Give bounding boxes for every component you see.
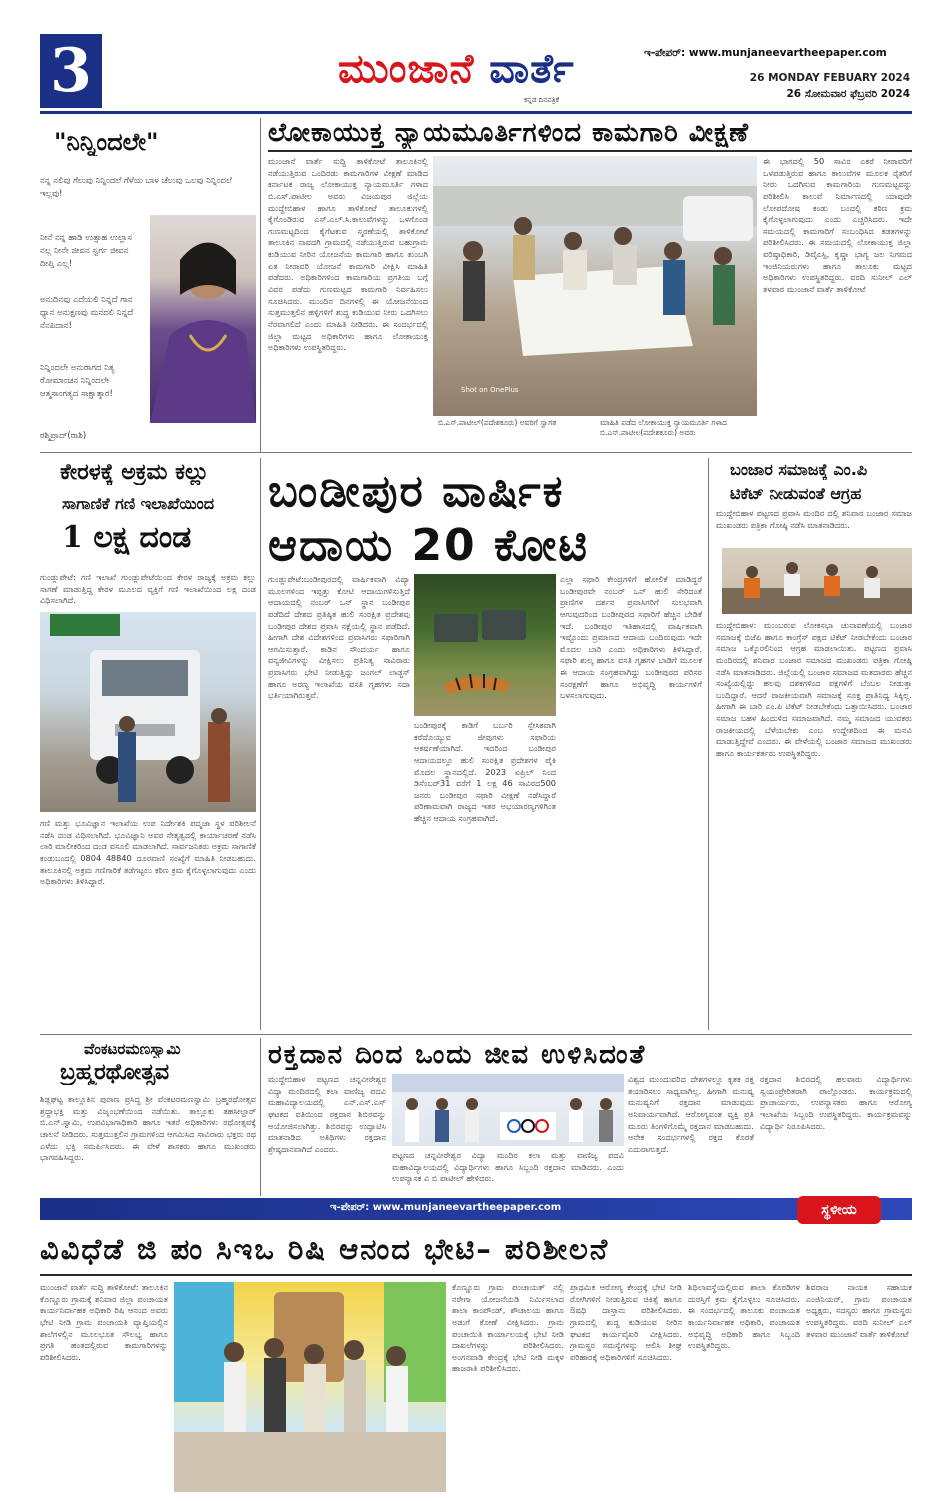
banjara-lead: ಮುದ್ದೇಬಿಹಾಳ ಪಟ್ಟಣದ ಪ್ರವಾಸಿ ಮಂದಿರ ದಲ್ಲಿ ಶನಿವಾರ ಬಂಜಾರ ಸಮಾಜ ಮುಖಂಡರು ಪತ್ರಿಕಾ ಗೋಷ್ಠಿ ನಡೆಸಿ ಮಾತನಾಡಿದರು. [716,508,912,530]
epaper-bar-link[interactable]: ಇ-ಪೇಪರ್: www.munjaneevartheepaper.com [330,1202,562,1213]
bandipur-tiger-photo [414,574,556,716]
banjara-headline-1: ಬಂಜಾರ ಸಮಾಜಕ್ಕೆ ಎಂ.ಪಿ [730,460,868,479]
newspaper-subtitle: ಕನ್ನಡ ದಿನಪತ್ರಿಕೆ [524,96,560,104]
raktadana-column-1: ಮುದ್ದೇಬಿಹಾಳ ಪಟ್ಟಣದ ಚನ್ನವೀರೇಶ್ವರ ವಿದ್ಯಾ ಮಂದಿರದಲ್ಲಿ ಕಲಾ ವಾಣಿಜ್ಯ ಪದವಿ ಮಹಾವಿದ್ಯಾಲಯದಲ್ಲಿ ಎನ್.ಎಸ್.ಎಸ್ ಘಟಕದ ವತಿಯಿಂದ ರಕ್ತದಾನ ಶಿಬಿರವನ್ನು ಆಯೋಜಿಸಲಾಗಿತ್ತು. ಶಿಬಿರವನ್ನು ಉದ್ಘಾಟಿಸಿ ಮಾತನಾಡಿದ ಅತಿಥಿಗಳು ರಕ್ತದಾನ ಶ್ರೇಷ್ಠದಾನವಾಗಿದೆ ಎಂದರು. [268,1074,386,1154]
epaper-link[interactable]: ಇ-ಪೇಪರ್: www.munjaneevartheepaper.com [644,47,887,59]
title-part2: ವಾರ್ತೆ [489,46,575,92]
lokayukta-headline: ಲೋಕಾಯುಕ್ತ ನ್ಯಾಯಮೂರ್ತಿಗಳಿಂದ ಕಾಮಗಾರಿ ವೀಕ್ಷಣೆ [268,118,750,148]
bandipur-headline-1: ಬಂಡೀಪುರ ವಾರ್ಷಿಕ [268,466,565,517]
venkataramana-headline-2: ಬ್ರಹ್ಮರಥೋತ್ಸವ [60,1060,170,1085]
date-english: 26 MONDAY FEBUARY 2024 [749,72,910,84]
venkataramana-headline-1: ವೆಂಕಟರಮಣಸ್ವಾಮಿ [84,1040,181,1058]
raktadana-headline: ರಕ್ತದಾನ ದಿಂದ ಒಂದು ಜೀವ ಉಳಿಸಿದಂತೆ [268,1040,647,1070]
rishi-column-5: ಶಿವರಾಜ ನಾಯಕ ಸಹಾಯಕ ಎಂಜಿನಿಯರ್, ಗ್ರಾಮ ಪಂಚಾಯತ ಅಧ್ಯಕ್ಷರು, ಸದಸ್ಯರು ಹಾಗೂ ಗ್ರಾಮಸ್ಥರು ಉಪಸ್ಥಿತರಿದ್ದರು. ವರದಿ ಸುನೀಲ್ ಎಲ್ ತಳವಾರ ಮುಂಜಾನೆ ವಾರ್ತೆ ತಾಳಿಕೋಟೆ [806,1282,912,1339]
kerala-body: ಗಣಿ ಮತ್ತು ಭೂವಿಜ್ಞಾನ ಇಲಾಖೆಯ ಉಪ ನಿರ್ದೇಶಕಿ ಪದ್ಮಜಾ ಸ್ಥಳ ಪರಿಶೀಲನೆ ನಡೆಸಿ ದಂಡ ವಿಧಿಸಲಾಗಿದೆ. ಭೂವಿಜ್ಞಾನಿ ಅವರ ನೇತೃತ್ವದಲ್ಲಿ ಕಾರ್ಯಾಚರಣೆ ನಡೆಸಿ ಲಾರಿ ಮಾಲೀಕರಿಂದ ದಂಡ ವಸೂಲಿ ಮಾಡಲಾಗಿದೆ. ಸಾರ್ವಜನಿಕರು ಅಕ್ರಮ ಸಾಗಾಣಿಕೆ ಕಂಡುಬಂದಲ್ಲಿ 0804 48840 ದೂರವಾಣಿ ಸಂಖ್ಯೆಗೆ ಮಾಹಿತಿ ನೀಡಬಹುದು. ತಾಲೂಕಿನಲ್ಲಿ ಅಕ್ರಮ ಗಣಿಗಾರಿಕೆ ತಡೆಗಟ್ಟಲು ಕಠಿಣ ಕ್ರಮ ಕೈಗೊಳ್ಳಲಾಗುವುದು ಎಂದು ಅಧಿಕಾರಿಗಳು ತಿಳಿಸಿದ್ದಾರೆ. [40,818,256,887]
poem-stanza-1: ನನ್ನ ನಲಿವು ಗೆಲುವು ನಿನ್ನಿಂದಲೆ ಗೆಳೆಯ ಬಾಳ ಚೆಲುವು ಒಲವು ನಿನ್ನಿಂದಲೆ ಇಲ್ಲವು! [40,176,232,199]
column-divider [708,458,709,1030]
column-divider [260,1038,261,1196]
rishi-column-3: ಪ್ರಾಥಮಿಕ ಆರೋಗ್ಯ ಕೇಂದ್ರಕ್ಕೆ ಭೇಟಿ ನೀಡಿ ರೋಗಿಗಳಿಗೆ ನೀಡುತ್ತಿರುವ ಚಿಕಿತ್ಸೆ ಹಾಗೂ ಔಷಧಿ ದಾಸ್ತಾನು ಪರಿಶೀಲಿಸಿದರು. ಗ್ರಾಮದಲ್ಲಿ ಶುದ್ಧ ಕುಡಿಯುವ ನೀರಿನ ಘಟಕದ ಕಾರ್ಯವೈಖರಿ ವೀಕ್ಷಿಸಿದರು. ಗ್ರಾಮಸ್ಥರ ಸಮಸ್ಯೆಗಳನ್ನು ಆಲಿಸಿ ಶೀಘ್ರ ಪರಿಹಾರಕ್ಕೆ ಅಧಿಕಾರಿಗಳಿಗೆ ಸೂಚಿಸಿದರು. [570,1282,682,1362]
rishi-column-1: ಮುಂಜಾನೆ ವಾರ್ತೆ ಸುದ್ದಿ ತಾಳಿಕೋಟೆ: ತಾಲೂಕಿನ ಕೊಣ್ಣೂರು ಗ್ರಾಮಕ್ಕೆ ಶನಿವಾರ ಜಿಲ್ಲಾ ಪಂಚಾಯತ ಕಾರ್ಯನಿರ್ವಾಹಕ ಅಧಿಕಾರಿ ರಿಷಿ ಆನಂದ ಅವರು ಭೇಟಿ ನೀಡಿ ಗ್ರಾಮ ಪಂಚಾಯತಿ ವ್ಯಾಪ್ತಿಯಲ್ಲಿನ ಶಾಲೆಗಳಲ್ಲಿನ ಮೂಲಭೂತ ಸೌಲಭ್ಯ ಹಾಗೂ ಪ್ರಗತಿ ಹಂತದಲ್ಲಿರುವ ಕಾಮಗಾರಿಗಳನ್ನು ಪರಿಶೀಲಿಸಿದರು. [40,1282,168,1362]
lokayukta-caption-2: ಮಾಹಿತಿ ಪಡೆದ ಲೋಕಾಯುಕ್ತ ನ್ಯಾಯಮೂರ್ತಿ ಗಳಾದ ಬಿ.ಎಸ್.ಪಾಟೀಲ(ಪದೇಶಕೂರು) ಅವರು [600,418,728,438]
headline-underline [40,1274,912,1276]
poet-photo-art [150,215,256,423]
lokayukta-photo [433,156,757,416]
newspaper-title [338,44,638,94]
bandipur-column-2: ಬಂಡೀಪುರಕ್ಕೆ ಕಾಡಿಗೆ ಬರ್ಬರಿ ಸ್ಫೇಸಿಕವಾಗಿ ಕರೆದೊಯ್ಯುವ ಜೀಪುಗಳು ಸಫಾರಿಯ ಆಕರ್ಷಣೆಯಾಗಿದೆ. ಇದರಿಂದ ಬಂಡೀಪುರ ಆದಾಯದಲ್ಲೂ ಹುಲಿ ಸಂರಕ್ಷಿತ ಪ್ರದೇಶಗಳ ಪೈಕಿ ಮೊದಲ ಸ್ಥಾನದಲ್ಲಿದೆ. 2023 ಏಪ್ರಿಲ್ ನಿಂದ ಡಿಸೆಂಬರ್31 ವರೆಗೆ 1 ಲಕ್ಷ 46 ಸಾವಿರದ500 ಜನರು ಬಂಡೀಪುರ ಸಫಾರಿ ವೀಕ್ಷಣೆ ನಡೆಸಿದ್ದಾರೆ ಪರಿಣಾಮವಾಗಿ ರಾಜ್ಯದ ಇತರ ಅಭಯಾರಣ್ಯಗಳಿಗಿಂತ ಹೆಚ್ಚಿನ ಆದಾಯ ಸಂಗ್ರಹವಾಗಿದೆ. [414,720,556,824]
column-divider [260,458,261,1030]
venkataramana-body: ಶಿಡ್ಲಘಟ್ಟ ತಾಲ್ಲೂಕಿನ ಪುರಾಣ ಪ್ರಸಿದ್ಧ ಶ್ರೀ ವೆಂಕಟರಮಣಸ್ವಾಮಿ ಬ್ರಹ್ಮರಥೋತ್ಸವ ಶ್ರದ್ಧಾಭಕ್ತಿ ಮತ್ತು ವಿಜೃಂಭಣೆಯಿಂದ ನಡೆಯಿತು. ತಾಲ್ಲೂಕು ತಹಸೀಲ್ದಾರ್ ಬಿ.ಎನ್.ಸ್ವಾಮಿ, ಉಪವಿಭಾಗಾಧಿಕಾರಿ ಹಾಗೂ ಇತರೆ ಅಧಿಕಾರಿಗಳು ರಥೋತ್ಸವಕ್ಕೆ ಚಾಲನೆ ನೀಡಿದರು. ಸುತ್ತಮುತ್ತಲಿನ ಗ್ರಾಮಗಳಿಂದ ಆಗಮಿಸಿದ ಸಾವಿರಾರು ಭಕ್ತರು ರಥ ಎಳೆದು ಭಕ್ತಿ ಸಮರ್ಪಿಸಿದರು. ಈ ವೇಳೆ ಶಾಸಕರು ಹಾಗೂ ಮುಖಂಡರು ಭಾಗವಹಿಸಿದ್ದರು. [40,1094,256,1163]
bandipur-headline-2: ಆದಾಯ 20 ಕೋಟಿ [268,520,590,571]
photo-watermark: Shot on OnePlus [461,386,519,394]
bandipur-column-3: ಎಲ್ಲಾ ಸಫಾರಿ ಕೇಂದ್ರಗಳಿಗೆ ಹೋಲಿಕೆ ಮಾಡಿದ್ದರೆ ಬಂಡೀಪುರವೇ ನಂಬರ್ ಒನ್ ಹುಲಿ ಸೇರಿದಂತೆ ಪ್ರಾಣಿಗಳ ದರ್ಶನ ಪ್ರವಾಸಿಗರಿಗೆ ಸುಲಭವಾಗಿ ಆಗುವುದರಿಂದ ಬಂಡೀಪುರದ ಸಫಾರಿಗೆ ಹೆಚ್ಚಿನ ಬೇಡಿಕೆ ಇದೆ. ಬಂಡೀಪುರ ಇತಿಹಾಸದಲ್ಲಿ ವಾರ್ಷಿಕವಾಗಿ ಇಷ್ಟೊಂದು ಪ್ರಮಾಣದ ಆದಾಯ ಬಂದಿರುವುದು ಇದೇ ಮೊದಲ ಬಾರಿ ಎಂದು ಅಧಿಕಾರಿಗಳು ತಿಳಿಸಿದ್ದಾರೆ. ಸಫಾರಿ ಶುಲ್ಕ ಹಾಗೂ ವಸತಿ ಗೃಹಗಳ ಬಾಡಿಗೆ ಮೂಲಕ ಈ ಆದಾಯ ಸಂಗ್ರಹವಾಗಿದ್ದು ಬಂಡೀಪುರದ ಪರಿಸರ ಸಂರಕ್ಷಣೆಗೆ ಹಾಗೂ ಅಭಿವೃದ್ಧಿ ಕಾರ್ಯಗಳಿಗೆ ಬಳಸಲಾಗುವುದು. [560,574,702,701]
raktadana-column-3: ವಿಶ್ವದ ಮುಂದುವರಿದ ದೇಶಗಳಲ್ಲೂ ಕೃತಕ ರಕ್ತ ತಯಾರಿಸಲು ಸಾಧ್ಯವಾಗಿಲ್ಲ. ಹೀಗಾಗಿ ಮನುಷ್ಯ ಮನುಷ್ಯನಿಗೆ ರಕ್ತದಾನ ಮಾಡುವುದು ಅನಿವಾರ್ಯವಾಗಿದೆ. ಆರೋಗ್ಯವಂತ ವ್ಯಕ್ತಿ ಪ್ರತಿ ಮೂರು ತಿಂಗಳಿಗೊಮ್ಮೆ ರಕ್ತದಾನ ಮಾಡಬಹುದು. ಅನೇಕ ಸಂದರ್ಭಗಳಲ್ಲಿ ರಕ್ತದ ಕೊರತೆ ಎದುರಾಗುತ್ತದೆ. [628,1074,754,1154]
kerala-truck-photo [40,612,256,812]
rishi-photo-art [174,1282,446,1492]
poem-author: ರಶ್ಮಿಪ್ರಾದ್(ರಾಶಿ) [40,431,87,441]
page-number: 3 [40,34,102,108]
masthead-divider [40,111,912,114]
raktadana-column-4: ರಕ್ತದಾನ ಶಿಬಿರದಲ್ಲಿ ಹಲವಾರು ವಿದ್ಯಾರ್ಥಿಗಳು ಸ್ವಯಂಪ್ರೇರಿತರಾಗಿ ಪಾಲ್ಗೊಂಡರು. ಕಾರ್ಯಕ್ರಮದಲ್ಲಿ ಪ್ರಾಚಾರ್ಯರು, ಉಪನ್ಯಾಸಕರು ಹಾಗೂ ಆರೋಗ್ಯ ಇಲಾಖೆಯ ಸಿಬ್ಬಂದಿ ಉಪಸ್ಥಿತರಿದ್ದರು. ಕಾರ್ಯಕ್ರಮವನ್ನು ವಿದ್ಯಾರ್ಥಿ ನಿರೂಪಿಸಿದರು. [760,1074,912,1131]
section-badge: ಸ್ಥಳೀಯ [797,1196,881,1224]
raktadana-photo [392,1074,624,1146]
section-divider [40,452,912,453]
column-divider [260,118,261,453]
poem-stanza-4: ನಿನ್ನಿಂದಲೇ ಅನುರಾಗದ ನಿತ್ಯ ರೋಮಾಂಚನ ನಿನ್ನಿಂದಲೇ ಆತ್ಮಸಾಂಗತ್ಯದ ಸಾಕ್ಷಾತ್ಕಾರ! [40,363,115,399]
kerala-headline-2: ಸಾಗಾಣಿಕೆ ಗಣಿ ಇಲಾಖೆಯಿಂದ [62,494,215,513]
banjara-headline-2: ಟಿಕೆಟ್ ನೀಡುವಂತೆ ಆಗ್ರಹ [730,484,862,503]
rishi-photo [174,1282,446,1492]
rishi-headline: ವಿವಿಧೆಡೆ ಜಿ ಪಂ ಸಿಇಒ ರಿಷಿ ಆನಂದ ಭೇಟಿ– ಪರಿಶೀಲನೆ [40,1232,610,1266]
banjara-body: ಮುದ್ದೇಬಿಹಾಳ: ಮುಂಬರುವ ಲೋಕಸಭಾ ಚುನಾವಣೆಯಲ್ಲಿ ಬಂಜಾರ ಸಮಾಜಕ್ಕೆ ಬಿಜೆಪಿ ಹಾಗೂ ಕಾಂಗ್ರೆಸ್ ಪಕ್ಷದ ಟಿಕೆಟ್ ನೀಡಬೇಕೆಂದು ಬಂಜಾರ ಸಮಾಜ ಒಕ್ಕೊರಲಿನಿಂದ ಆಗ್ರಹ ಮಾಡಲಾಯಿತು. ಪಟ್ಟಣದ ಪ್ರವಾಸಿ ಮಂದಿರದಲ್ಲಿ ಶನಿವಾರ ಬಂಜಾರ ಸಮಾಜದ ಮುಖಂಡರು ಪತ್ರಿಕಾ ಗೋಷ್ಠಿ ನಡೆಸಿ ಮಾತನಾಡಿದರು. ಜಿಲ್ಲೆಯಲ್ಲಿ ಬಂಜಾರ ಸಮಾಜದ ಮತದಾರರು ಹೆಚ್ಚಿನ ಸಂಖ್ಯೆಯಲ್ಲಿದ್ದು ಹಲವು ದಶಕಗಳಿಂದ ಪಕ್ಷಗಳಿಗೆ ಬೆಂಬಲ ನೀಡುತ್ತಾ ಬಂದಿದ್ದಾರೆ. ಆದರೆ ರಾಜಕೀಯವಾಗಿ ಸಮಾಜಕ್ಕೆ ಸೂಕ್ತ ಪ್ರಾತಿನಿಧ್ಯ ಸಿಕ್ಕಿಲ್ಲ. ಹೀಗಾಗಿ ಈ ಬಾರಿ ಎಂ.ಪಿ ಟಿಕೆಟ್ ನೀಡಬೇಕೆಂದು ಒತ್ತಾಯಿಸಿದರು. ಬಂಜಾರ ಸಮಾಜ ಬಹಳ ಹಿಂದುಳಿದ ಸಮಾಜವಾಗಿದೆ. ನಮ್ಮ ಸಮಾಜದ ಯುವಕರು ರಾಜಕೀಯದಲ್ಲಿ ಬೆಳೆಯಬೇಕು ಎಂಬ ಉದ್ದೇಶದಿಂದ ಈ ಮನವಿ ಮಾಡುತ್ತಿದ್ದೇವೆ ಎಂದರು. ಈ ವೇಳೆಯಲ್ಲಿ ಬಂಜಾರ ಸಮಾಜದ ಮುಖಂಡರು ಹಾಗೂ ಕಾರ್ಯಕರ್ತರು ಉಪಸ್ಥಿತರಿದ್ದರು. [716,620,912,759]
poem-title: "ನಿನ್ನಿಂದಲೇ" [54,128,159,156]
kerala-headline-3: 1 ಲಕ್ಷ ದಂಡ [62,520,192,555]
kerala-headline-1: ಕೇರಳಕ್ಕೆ ಅಕ್ರಮ ಕಲ್ಲು [60,460,209,485]
banjara-photo-art [722,548,912,614]
kerala-lead: ಗುಂಡ್ಲುಪೇಟೆ: ಗಣಿ ಇಲಾಖೆ ಗುಂಡ್ಲುಪೇಟೆಯಿಂದ ಕೇರಳ ರಾಜ್ಯಕ್ಕೆ ಅಕ್ರಮ ಕಲ್ಲು ಸಾಗಣೆ ಮಾಡುತ್ತಿದ್ದ ಕೇರಳ ಮೂಲದ ವ್ಯಕ್ತಿಗೆ ಗಣಿ ಇಲಾಖೆಯಿಂದ ಲಕ್ಷ ದಂಡ ವಿಧಿಸಲಾಗಿದೆ. [40,572,256,606]
title-part1: ಮುಂಜಾನೆ [338,46,475,92]
raktadana-column-2: ಪಟ್ಟಣದ ಚನ್ನವೀರೇಶ್ವರ ವಿದ್ಯಾ ಮಂದಿರ ಕಲಾ ಮತ್ತು ವಾಣಿಜ್ಯ ಪದವಿ ಮಹಾವಿದ್ಯಾಲಯದಲ್ಲಿ ವಿದ್ಯಾರ್ಥಿಗಳು ಹಾಗೂ ಸಿಬ್ಬಂದಿ ರಕ್ತದಾನ ಮಾಡಿದರು. ಎಂದು ಉಪನ್ಯಾಸಕ ವಿ ಬಿ ಪಾಟೀಲ್ ಹೇಳಿದರು. [392,1150,624,1184]
poem-stanza-2: ನೀನೆ ನನ್ನ ಹಾಡಿ ಉತ್ಸಾಹ ಉಲ್ಲಾಸ ನಲ್ಲ ನೀನೇ ಜೀವನ ಸ್ವರ್ಗ ಜೀವನ ದೀಪ್ತಿ ಎಲ್ಲ! [40,233,132,269]
section-divider [40,1034,912,1035]
rishi-column-4: ಶಿಥಿಲಾವಸ್ಥೆಯಲ್ಲಿರುವ ಶಾಲಾ ಕೊಠಡಿಗಳ ದುರಸ್ತಿಗೆ ಕ್ರಮ ಕೈಗೊಳ್ಳಲು ಸೂಚಿಸಿದರು. ಈ ಸಂದರ್ಭದಲ್ಲಿ ತಾಲೂಕು ಪಂಚಾಯತ ಕಾರ್ಯನಿರ್ವಾಹಕ ಅಧಿಕಾರಿ, ಪಂಚಾಯತ ಅಭಿವೃದ್ಧಿ ಅಧಿಕಾರಿ ಹಾಗೂ ಸಿಬ್ಬಂದಿ ಉಪಸ್ಥಿತರಿದ್ದರು. [688,1282,800,1351]
headline-underline [268,150,912,152]
lokayukta-column-2: ಈ ಭಾಗದಲ್ಲಿ 50 ಸಾವಿರ ಎಕರೆ ನೀರಾವರಿಗೆ ಒಳಪಡುತ್ತಿರುವ ಹಾಗೂ ಕಾಲುವೆಗಳ ಮೂಲಕ ರೈತರಿಗೆ ನೀರು ಒದಗಿಸುವ ಕಾಮಗಾರಿಯ ಗುಣಮಟ್ಟವನ್ನು ಪರಿಶೀಲಿಸಿ ಕಾಲುವೆ ನಿರ್ಮಾಣದಲ್ಲಿ ಯಾವುದೇ ಲೋಪದೋಷ ಕಂಡು ಬಂದಲ್ಲಿ ಕಠಿಣ ಕ್ರಮ ಕೈಗೊಳ್ಳಲಾಗುವುದು ಎಂದು ಎಚ್ಚರಿಸಿದರು. ಇದೇ ಸಮಯದಲ್ಲಿ ಕಾಮಗಾರಿಗೆ ಸಂಬಂಧಿಸಿದ ಕಡತಗಳನ್ನು ಪರಿಶೀಲಿಸಿದರು. ಈ ಸಮಯದಲ್ಲಿ ಲೋಕಾಯುಕ್ತ ಜಿಲ್ಲಾ ವರಿಷ್ಠಾಧಿಕಾರಿ, ಡಿವೈಎಸ್ಪಿ, ಕೃಷ್ಣಾ ಭಾಗ್ಯ ಜಲ ನಿಗಮದ ಇಂಜಿನಿಯರುಗಳು ಹಾಗೂ ತಾಲೂಕು ಮಟ್ಟದ ಅಧಿಕಾರಿಗಳು ಉಪಸ್ಥಿತರಿದ್ದರು. ವರದಿ ಸುನೀಲ್ ಎಲ್ ತಳವಾರ ಮುಂಜಾನೆ ವಾರ್ತೆ ತಾಳಿಕೋಟೆ [763,156,912,295]
banjara-photo [722,548,912,614]
lokayukta-caption-1: ಬಿ.ಎಸ್.ಪಾಟೀಲ್(ಪದೇಶಕೂರು) ಅವರಿಗೆ ಸ್ವಾಗತ [438,418,557,427]
bandipur-tiger-art [414,574,556,716]
poet-photo [150,215,256,423]
bandipur-column-1: ಗುಂಡ್ಲುಪೇಟೆ:ಬಂಡೀಪುರದಲ್ಲಿ ವಾರ್ಷಿಕವಾಗಿ ವಿದ್ಯಾ ಮೂಲಗಳಿಂದ ಇಪ್ಪತ್ತು ಕೋಟಿ ಆದಾಯಗಳಿಸುತ್ತಿದೆ ಆದಾಯದಲ್ಲಿ ನಂಬರ್ ಒನ್ ಸ್ಥಾನ ಬಂಡೀಪುರ ಪಡೆದಿದೆ ದೇಶದ ಪ್ರತಿಷ್ಠಿತ ಹುಲಿ ಸಂರಕ್ಷಿತ ಪ್ರದೇಶವು ಬಂಡೀಪುರ ದೇಶದ ಪ್ರವಾಸಿ ನಕ್ಷೆಯಲ್ಲಿ ಸ್ಥಾನ ಪಡೆದಿದೆ. ಹೀಗಾಗಿ ದೇಶ ವಿದೇಶಗಳಿಂದ ಪ್ರವಾಸಿಗರು ಸಫಾರಿಗಾಗಿ ಆಗಮಿಸುತ್ತಾರೆ. ಕಾಡಿನ ಸೌಂದರ್ಯ ಹಾಗೂ ವನ್ಯಜೀವಿಗಳನ್ನು ವೀಕ್ಷಿಸಲು ಪ್ರತಿನಿತ್ಯ ಸಾವಿರಾರು ಪ್ರವಾಸಿಗರು ಭೇಟಿ ನೀಡುತ್ತಿದ್ದು ಜಂಗಲ್ ಲಾಡ್ಜಸ್ ಹಾಗೂ ಅರಣ್ಯ ಇಲಾಖೆಯ ವಸತಿ ಗೃಹಗಳು ಸದಾ ಭರ್ತಿಯಾಗಿರುತ್ತವೆ. [268,574,410,701]
raktadana-photo-art [392,1074,624,1146]
kerala-truck-art [40,612,256,812]
date-kannada: 26 ಸೋಮವಾರ ಫೆಬ್ರವರಿ 2024 [786,88,910,100]
poem-stanza-3: ಅನುದಿನವು ಎದೆಯಲಿ ನಿನ್ನದೆ ಗಾನ ಧ್ಯಾನ ಅನುಕ್ಷಣವು ಮನದಲಿ ನಿನ್ನದೆ ನೆನಪಿದಾನ! [40,295,134,331]
lokayukta-photo-art [433,156,757,416]
lokayukta-column-1: ಮುಂಜಾನೆ ವಾರ್ತೆ ಸುದ್ದಿ ತಾಳಿಕೋಟೆ ತಾಲೂಕಿನಲ್ಲಿ ನಡೆಯುತ್ತಿರುವ ಒಂದಿರಡು ಕಾಮಗಾರಿಗಳ ವೀಕ್ಷಣೆ ಮಾಡಿದ ಕರ್ನಾಟಕ ರಾಜ್ಯ ಲೋಕಾಯುಕ್ತ ನ್ಯಾಯಮೂರ್ತಿ ಗಳಾದ ಬಿ.ಎಸ್.ಪಾಟೀಲ ಅವರು ವಿಜಯಪುರ ಜಿಲ್ಲೆಯ ಮುದ್ದೇಬಿಹಾಳ ಹಾಗೂ ತಾಳಿಕೋಟೆ ತಾಲೂಕುಗಳಲ್ಲಿ ಕೈಗೊಂಡಿರುವ ಎಸ್.ಎಲ್.ಸಿ.ಕಾಲುವೆಗಳನ್ನು ಒಳಗೊಂಡ ಗುಣಮಟ್ಟದಿಂದ ಕೈಗೆಟಕುವ ಸ್ಮರಣೆಯಲ್ಲಿ ತಾಳಿಕೋಟೆ ತಾಲೂಕಿನ ನಾವದಗಿ ಗ್ರಾಮದಲ್ಲಿ ನಡೆಯುತ್ತಿರುವ ಬಹುಗ್ರಾಮ ಕುಡಿಯುವ ನೀರಿನ ಯೋಜನೆಯ ಕಾಮಗಾರಿ ಹಾಗೂ ತುಂಬಗಿ ಏತ ನೀರಾವರಿ ಯೋಜನೆ ಕಾಮಗಾರಿ ವೀಕ್ಷಿಸಿ ಮಾಹಿತಿ ಪಡೆದರು. ಅಧಿಕಾರಿಗಳಿಂದ ಕಾಮಗಾರಿಯ ಪ್ರಗತಿಯ ಬಗ್ಗೆ ವಿವರ ಪಡೆದು ಗುಣಮಟ್ಟದ ಕಾಮಗಾರಿ ನಿರ್ವಹಿಸಲು ಸೂಚಿಸಿದರು. ಮುಂದಿನ ದಿನಗಳಲ್ಲಿ ಈ ಯೋಜನೆಯಿಂದ ಸುತ್ತಮುತ್ತಲಿನ ಹಳ್ಳಿಗಳಿಗೆ ಶುದ್ಧ ಕುಡಿಯುವ ನೀರು ಒದಗಿಸಲು ನೆರವಾಗಲಿದೆ ಎಂದು ಮಾಹಿತಿ ನೀಡಿದರು. ಈ ಸಂದರ್ಭದಲ್ಲಿ ಜಿಲ್ಲಾ ಮಟ್ಟದ ಅಧಿಕಾರಿಗಳು ಹಾಗೂ ಲೋಕಾಯುಕ್ತ ಅಧಿಕಾರಿಗಳು ಉಪಸ್ಥಿತರಿದ್ದರು. [268,156,428,353]
rishi-column-2: ಕೊಣ್ಣೂರು ಗ್ರಾಮ ಪಂಚಾಯತ್ ನಲ್ಲಿ ನರೇಗಾ ಯೋಜನೆಯಡಿ ನಿರ್ಮಿಸಲಾದ ಶಾಲಾ ಕಾಂಪೌಂಡ್, ಶೌಚಾಲಯ ಹಾಗೂ ಅಡುಗೆ ಕೋಣೆ ವೀಕ್ಷಿಸಿದರು. ಗ್ರಾಮ ಪಂಚಾಯಿತಿ ಕಾರ್ಯಾಲಯಕ್ಕೆ ಭೇಟಿ ನೀಡಿ ದಾಖಲೆಗಳನ್ನು ಪರಿಶೀಲಿಸಿದರು. ಅಂಗನವಾಡಿ ಕೇಂದ್ರಕ್ಕೆ ಭೇಟಿ ನೀಡಿ ಮಕ್ಕಳ ಹಾಜರಾತಿ ಪರಿಶೀಲಿಸಿದರು. [452,1282,564,1374]
